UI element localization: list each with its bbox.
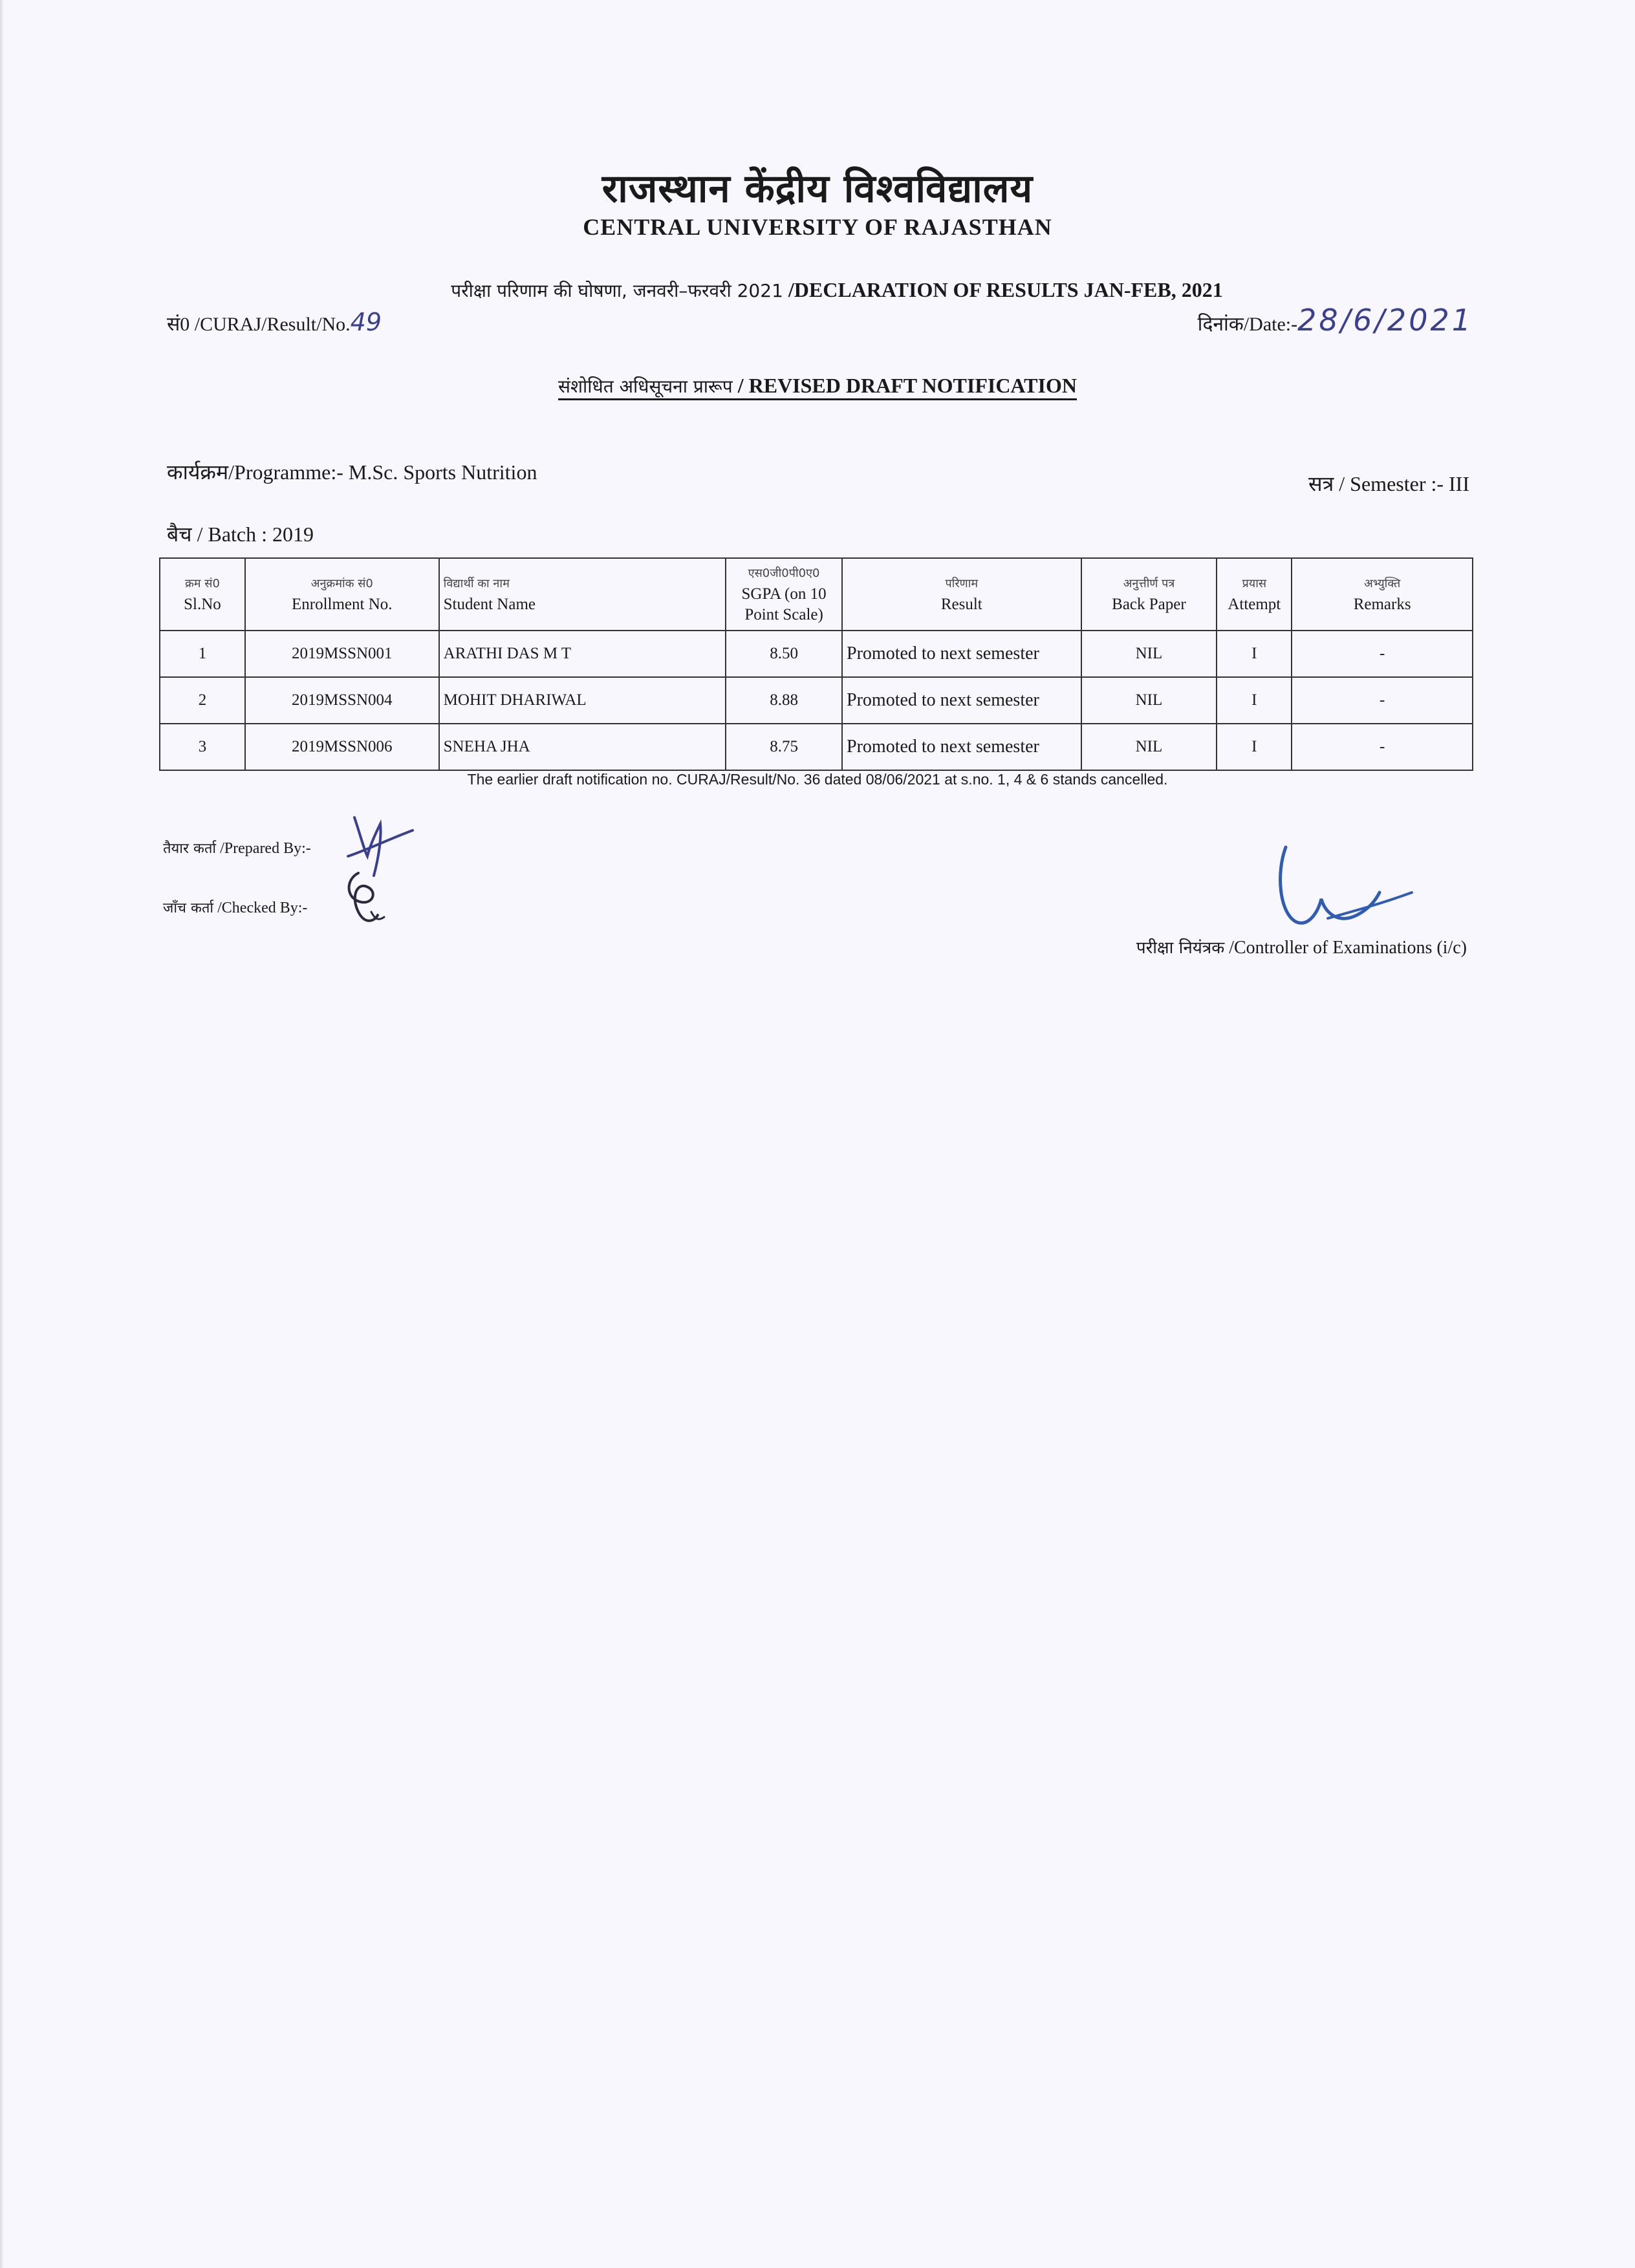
prepared-by	[163, 838, 311, 858]
cell-sgpa: 8.88	[726, 677, 842, 724]
controller-english: /Controller of Examinations (i/c)	[1224, 938, 1467, 958]
batch-line: बैच / Batch : 2019	[167, 523, 314, 546]
reference-label: सं0 /CURAJ/Result/No.	[167, 314, 351, 335]
reference-handwritten-number: 49	[350, 308, 382, 336]
cell-sgpa: 8.75	[726, 724, 842, 770]
declaration-heading	[0, 278, 1635, 303]
cell-student-name: ARATHI DAS M T	[439, 631, 726, 677]
notification-date	[1198, 303, 1473, 338]
notification-title-text	[558, 374, 1077, 400]
cell-attempt: I	[1217, 677, 1292, 724]
prepared-by-english: /Prepared By:-	[216, 840, 311, 857]
cell-remarks: -	[1292, 631, 1473, 677]
declaration-english: /DECLARATION OF RESULTS JAN-FEB, 2021	[788, 278, 1223, 301]
cell-remarks: -	[1292, 677, 1473, 724]
date-label: दिनांक/Date:-	[1197, 314, 1298, 335]
header-sl-no: क्रम सं0 Sl.No	[160, 558, 245, 631]
controller-hindi: परीक्षा नियंत्रक	[1136, 938, 1225, 958]
table-row	[160, 631, 1473, 677]
header-student-name: विद्यार्थी का नाम Student Name	[439, 558, 726, 631]
header-result: परिणाम Result	[842, 558, 1081, 631]
reference-number	[167, 308, 382, 336]
controller-of-examinations	[1136, 935, 1467, 958]
cell-result: Promoted to next semester	[842, 631, 1081, 677]
scan-edge	[0, 0, 4, 2268]
header-enrollment-no: अनुक्रमांक सं0 Enrollment No.	[245, 558, 439, 631]
table-header-row	[160, 558, 1473, 631]
header-sgpa: एस0जी0पी0ए0 SGPA (on 10 Point Scale)	[726, 558, 842, 631]
cell-result: Promoted to next semester	[842, 724, 1081, 770]
checked-by-signature	[339, 867, 397, 931]
notification-title-hindi: संशोधित अधिसूचना प्रारूप	[558, 376, 733, 397]
cell-attempt: I	[1217, 631, 1292, 677]
cell-result: Promoted to next semester	[842, 677, 1081, 724]
header-remarks: अभ्युक्ति Remarks	[1292, 558, 1473, 631]
cell-sl-no: 1	[160, 631, 245, 677]
cancellation-note: The earlier draft notification no. CURAJ/Result/No. 36 dated 08/06/2021 at s.no. 1, 4 & 6 stands cancelled.	[467, 771, 1168, 788]
cell-student-name: SNEHA JHA	[439, 724, 726, 770]
controller-signature	[1266, 841, 1415, 944]
cell-attempt: I	[1217, 724, 1292, 770]
header-back-paper: अनुत्तीर्ण पत्र Back Paper	[1081, 558, 1217, 631]
prepared-by-hindi: तैयार कर्ता	[163, 841, 217, 857]
checked-by-english: /Checked By:-	[213, 900, 308, 916]
cell-back-paper: NIL	[1081, 631, 1217, 677]
university-title-english: CENTRAL UNIVERSITY OF RAJASTHAN	[583, 214, 1052, 240]
cell-remarks: -	[1292, 724, 1473, 770]
checked-by-hindi: जाँच कर्ता	[163, 900, 214, 916]
cell-sl-no: 3	[160, 724, 245, 770]
table-row	[160, 724, 1473, 770]
date-handwritten-value: 28/6/2021	[1297, 303, 1473, 338]
programme-line: कार्यक्रम/Programme:- M.Sc. Sports Nutrition	[167, 460, 537, 484]
cell-sl-no: 2	[160, 677, 245, 724]
table-row	[160, 677, 1473, 724]
cell-enrollment-no: 2019MSSN004	[245, 677, 439, 724]
header-attempt: प्रयास Attempt	[1217, 558, 1292, 631]
results-table	[159, 557, 1473, 771]
cell-enrollment-no: 2019MSSN001	[245, 631, 439, 677]
notification-title	[0, 374, 1635, 398]
university-title-hindi: राजस्थान केंद्रीय विश्वविद्यालय	[601, 166, 1034, 211]
cell-back-paper: NIL	[1081, 677, 1217, 724]
checked-by	[163, 898, 307, 917]
declaration-hindi: परीक्षा परिणाम की घोषणा, जनवरी–फरवरी 2021	[451, 280, 783, 301]
notification-title-english: / REVISED DRAFT NOTIFICATION	[732, 374, 1077, 397]
cell-student-name: MOHIT DHARIWAL	[439, 677, 726, 724]
semester-line: सत्र / Semester :- III	[1308, 472, 1469, 495]
cell-back-paper: NIL	[1081, 724, 1217, 770]
cell-sgpa: 8.50	[726, 631, 842, 677]
cell-enrollment-no: 2019MSSN006	[245, 724, 439, 770]
